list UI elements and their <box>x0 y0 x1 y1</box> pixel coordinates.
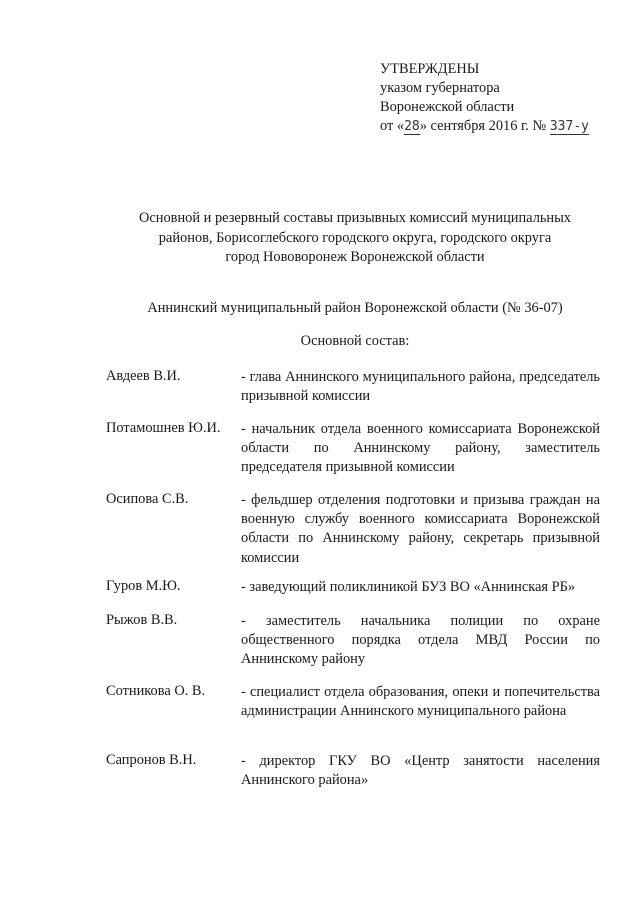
approval-region: Воронежской области <box>380 99 515 115</box>
member-role: - начальник отдела военного комиссариата Воронежской области по Аннинскому району, заместитель председателя призывной комиссии <box>241 421 600 476</box>
date-day: 28 <box>404 119 420 134</box>
section-title: Основной состав: <box>300 333 410 349</box>
member-name: Осипова С.В. <box>106 491 189 507</box>
district-heading: Аннинский муниципальный район Воронежской области (№ 36-07) <box>147 300 563 316</box>
title-line-2: районов, Борисоглебского городского округа, городского округа <box>158 229 552 246</box>
member-name: Гуров М.Ю. <box>106 578 181 594</box>
member-role: - фельдшер отделения подготовки и призыва граждан на военную службу военного комиссариата Воронежской области по Аннинскому району, секретарь призывной комиссии <box>241 492 600 566</box>
member-name: Сапронов В.Н. <box>106 752 197 768</box>
member-role: - заведующий поликлиникой БУЗ ВО «Аннинская РБ» <box>241 579 576 595</box>
date-middle: » сентября 2016 г. № <box>419 118 547 134</box>
approval-block <box>380 60 589 136</box>
date-prefix: от « <box>380 118 405 134</box>
member-name: Рыжов В.В. <box>106 612 178 628</box>
approval-heading: УТВЕРЖДЕНЫ <box>380 61 480 77</box>
member-name: Авдеев В.И. <box>106 368 181 384</box>
member-role: - специалист отдела образования, опеки и попечительства администрации Аннинского муниципального района <box>241 684 600 720</box>
title-line-3: город Нововоронеж Воронежской области <box>225 249 485 265</box>
decree-number: 337-у <box>549 119 589 134</box>
title-line-1: Основной и резервный составы призывных комиссий муниципальных <box>139 210 571 226</box>
member-name: Сотникова О. В. <box>106 683 206 699</box>
member-role: - глава Аннинского муниципального района, председатель призывной комиссии <box>241 369 600 405</box>
document-title <box>100 209 610 268</box>
member-name: Потамошнев Ю.И. <box>106 420 221 436</box>
member-role: - директор ГКУ ВО «Центр занятости населения Аннинского района» <box>241 753 600 789</box>
approval-decree: указом губернатора <box>380 80 500 96</box>
member-role: - заместитель начальника полиции по охране общественного порядка отдела МВД России по Аннинскому району <box>241 613 600 668</box>
approval-date <box>380 117 589 136</box>
